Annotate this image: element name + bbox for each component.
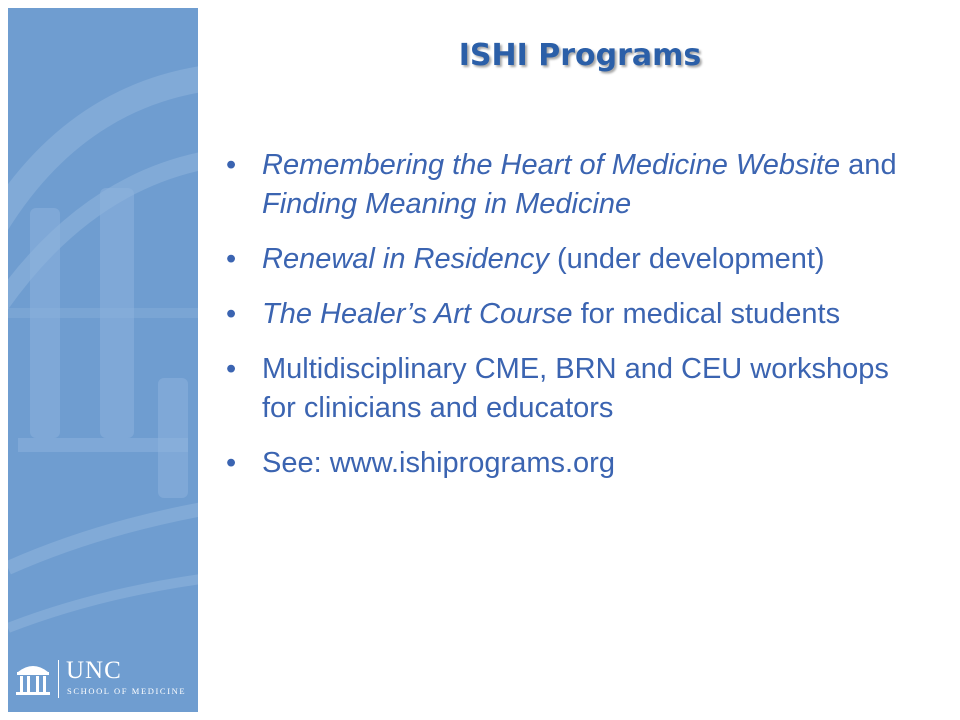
bullet-italic-text: Remembering the Heart of Medicine Website	[262, 149, 841, 181]
bullet-item	[226, 240, 926, 279]
bullet-text: Multidisciplinary CME, BRN and CEU workshops for clinicians and educators	[262, 353, 889, 424]
old-well-rotunda-icon	[8, 8, 198, 712]
bullet-dot: •	[226, 353, 237, 385]
bullet-item	[226, 295, 926, 334]
logo-wordmark: UNC	[66, 657, 122, 684]
bullet-dot: •	[226, 149, 237, 181]
bullet-item	[226, 350, 926, 428]
logo-subtitle: SCHOOL OF MEDICINE	[67, 686, 187, 696]
bullet-italic-text: Finding Meaning in Medicine	[262, 188, 632, 220]
bullet-link-text[interactable]: See: www.ishiprograms.org	[262, 447, 615, 479]
unc-logo	[14, 658, 198, 702]
sidebar-panel	[8, 8, 198, 712]
bullet-item	[226, 146, 926, 224]
bullet-text: for medical students	[572, 298, 841, 330]
bullet-italic-text: Renewal in Residency	[262, 243, 549, 275]
logo-divider	[58, 660, 59, 698]
bullet-dot: •	[226, 298, 237, 330]
bullet-text: and	[840, 149, 897, 181]
bullet-italic-text: The Healer’s Art Course	[262, 298, 573, 330]
bullet-item	[226, 444, 926, 483]
bullet-dot: •	[226, 447, 237, 479]
bullet-dot: •	[226, 243, 237, 275]
old-well-logo-icon	[14, 660, 52, 698]
bullet-list	[226, 146, 926, 499]
bullet-text: (under development)	[548, 243, 825, 275]
slide-title: ISHI Programs	[458, 38, 702, 73]
